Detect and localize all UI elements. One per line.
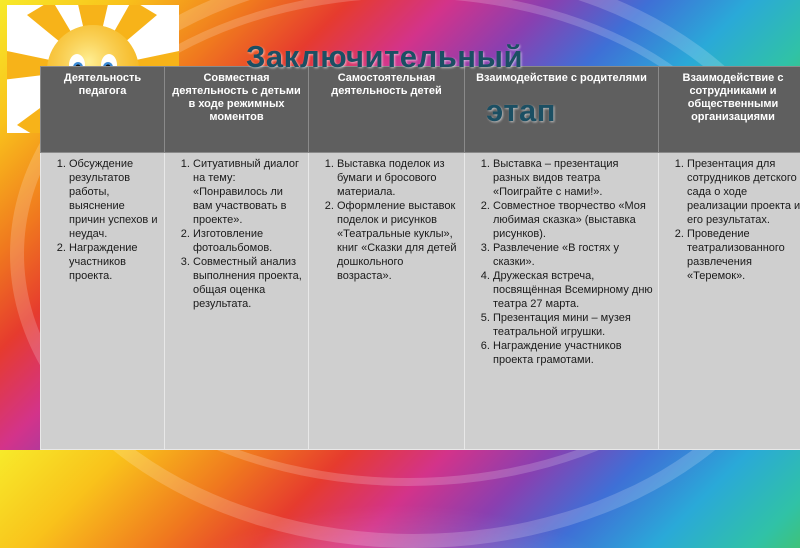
header-cell: Самостоятельная деятельность детей (309, 67, 465, 153)
activity-list (167, 157, 304, 311)
table-cell (659, 153, 800, 450)
list-item: 2. Совместное творчество «Моя любимая сказка» (выставка рисунков). (493, 199, 654, 241)
list-item: 2. Проведение театрализованного развлечения «Теремок». (687, 227, 800, 283)
list-item: 1. Выставка поделок из бумаги и бросового материала. (337, 157, 460, 199)
table-cell (309, 153, 465, 450)
activity-list (43, 157, 160, 283)
list-item: 3. Развлечение «В гостях у сказки». (493, 241, 654, 269)
header-cell: Взаимодействие с родителями (465, 67, 659, 153)
page-title (246, 28, 586, 140)
header-cell: Деятельность педагога (41, 67, 165, 153)
list-item: 1. Обсуждение результатов работы, выяснение причин успехов и неудач. (69, 157, 160, 241)
table-cell (165, 153, 309, 450)
title-line-1: Заключительный (246, 39, 523, 74)
list-item: 1. Выставка – презентация разных видов театра «Поиграйте с нами!». (493, 157, 654, 199)
list-item: 2. Изготовление фотоальбомов. (193, 227, 304, 255)
list-item: 3. Совместный анализ выполнения проекта, общая оценка результата. (193, 255, 304, 311)
title-line-2: этап (246, 82, 586, 140)
list-item: 5. Презентация мини – музея театральной игрушки. (493, 311, 654, 339)
table-cell (41, 153, 165, 450)
list-item: 4. Дружеская встреча, посвящённая Всемирному дню театра 27 марта. (493, 269, 654, 311)
list-item: 2. Оформление выставок поделок и рисунков «Театральные куклы», книг «Сказки для детей дошкольного возраста». (337, 199, 460, 283)
table-cell (465, 153, 659, 450)
table-row (41, 153, 800, 450)
header-cell: Взаимодействие с сотрудниками и общественными организациями (659, 67, 800, 153)
activity-list (467, 157, 654, 367)
list-item: 2. Награждение участников проекта. (69, 241, 160, 283)
list-item: 6. Награждение участников проекта грамотами. (493, 339, 654, 367)
activity-list (311, 157, 460, 283)
list-item: 1. Ситуативный диалог на тему: «Понравилось ли вам участвовать в проекте». (193, 157, 304, 227)
list-item: 1. Презентация для сотрудников детского сада о ходе реализации проекта и его результатах. (687, 157, 800, 227)
activity-list (661, 157, 800, 283)
header-cell: Совместная деятельность с детьми в ходе режимных моментов (165, 67, 309, 153)
